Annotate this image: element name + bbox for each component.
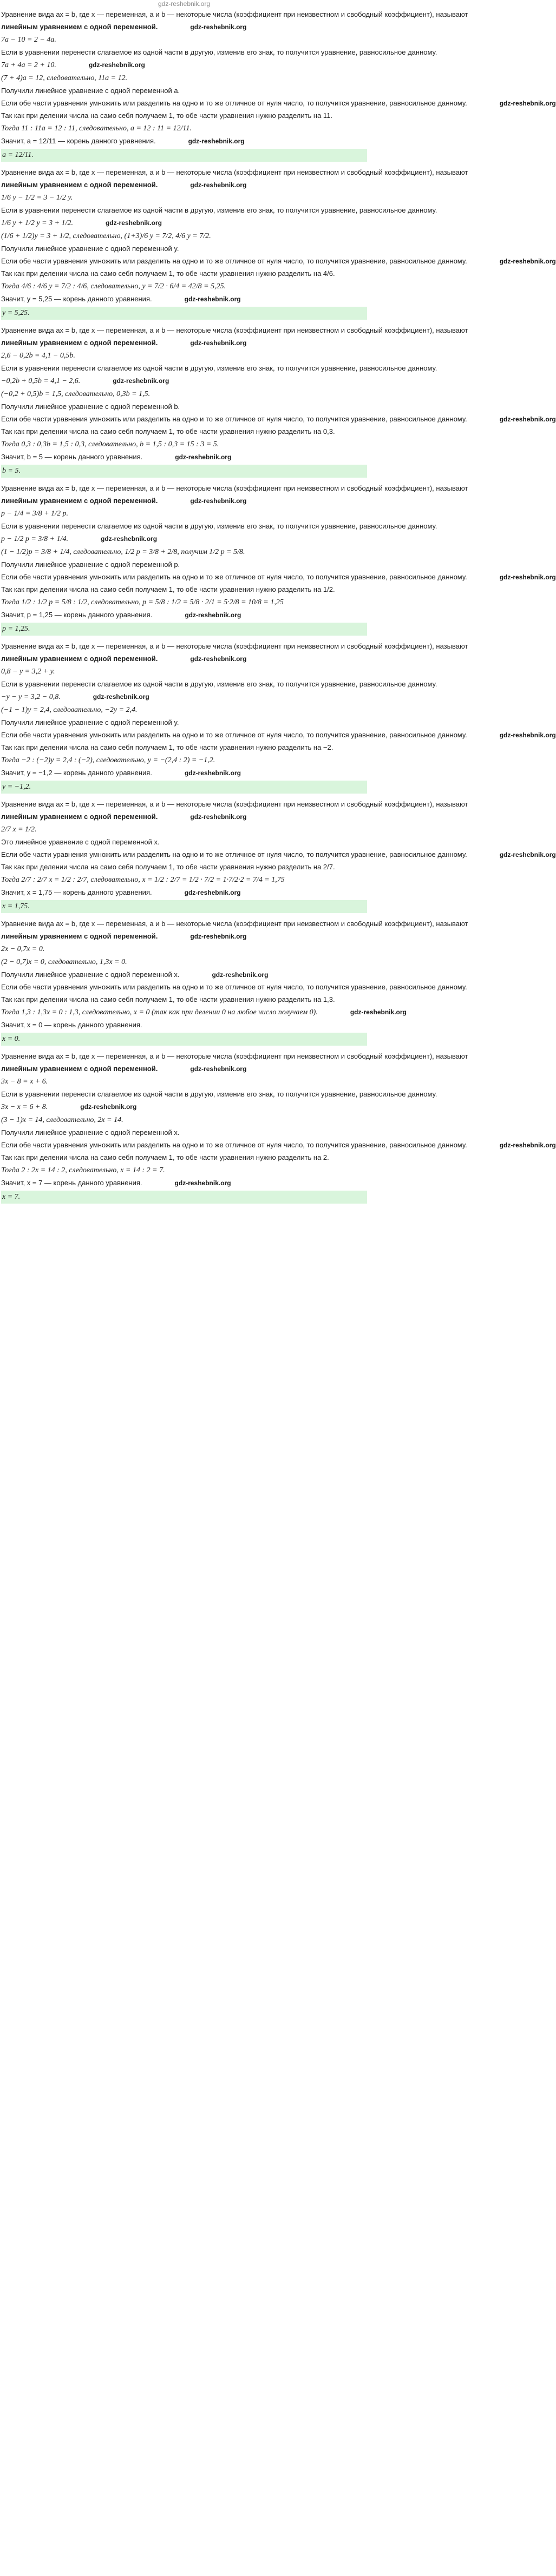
watermark: gdz-reshebnik.org — [93, 693, 149, 701]
text-line: Значит, x = 1,75 — корень данного уравнения. gdz-reshebnik.org — [1, 887, 367, 898]
text-line: Так как при делении числа на само себя получаем 1, то обе части уравнения нужно разделить на 11. — [1, 111, 333, 120]
watermark: gdz-reshebnik.org — [190, 1065, 247, 1073]
watermark: gdz-reshebnik.org — [190, 813, 247, 821]
watermark: gdz-reshebnik.org — [499, 851, 556, 858]
text-line: Уравнение вида ax = b, где x — переменная, a и b — некоторые числа (коэффициент при неизвестном и свободный коэффициент), называют — [1, 920, 468, 928]
solution-x2 — [0, 1051, 556, 1204]
math-line: Тогда 4/6 : 4/6 y = 7/2 : 4/6, следовательно, y = 7/2 · 6/4 = 42/8 = 5,25. — [1, 282, 226, 290]
watermark: gdz-reshebnik.org — [113, 377, 169, 385]
watermark: gdz-reshebnik.org — [101, 535, 158, 543]
site-header[interactable]: gdz-reshebnik.org — [158, 0, 211, 8]
watermark: gdz-reshebnik.org — [499, 415, 556, 423]
math-line: Тогда 2/7 : 2/7 x = 1/2 : 2/7, следовательно, x = 1/2 : 2/7 = 1/2 · 7/2 = 1·7/2·2 = 7/4 = 1,75 — [1, 876, 285, 884]
text-line: Если в уравнении перенести слагаемое из одной части в другую, изменив его знак, то получится уравнение, равносильное данному. — [1, 680, 437, 688]
text-line: Если обе части уравнения умножить или разделить на одно и то же отличное от нуля число, то получится уравнение, равносильное данному. gdz-reshebnik.org — [1, 572, 367, 583]
text-line: Это линейное уравнение с одной переменной x. — [1, 838, 160, 846]
text-line: Значит, a = 12/11 — корень данного уравнения. gdz-reshebnik.org — [1, 136, 367, 147]
text-line: Уравнение вида ax = b, где x — переменная, a и b — некоторые числа (коэффициент при неизвестном и свободный коэффициент), называют — [1, 168, 468, 176]
solution-p — [0, 483, 556, 636]
math-line: Тогда 1/2 : 1/2 p = 5/8 : 1/2, следовательно, p = 5/8 : 1/2 = 5/8 · 2/1 = 5·2/8 = 10/8 = 1,25 — [1, 598, 284, 606]
math-line: Тогда 2 : 2x = 14 : 2, следовательно, x = 14 : 2 = 7. — [1, 1166, 165, 1174]
math-line: 2x − 0,7x = 0. — [1, 945, 45, 953]
text-line: Получили линейное уравнение с одной переменной x. — [1, 1128, 180, 1137]
text-line: линейным уравнением с одной переменной. gdz-reshebnik.org — [1, 811, 367, 822]
math-line: −y − y = 3,2 − 0,8. gdz-reshebnik.org — [1, 691, 367, 703]
math-line: (1/6 + 1/2)y = 3 + 1/2, следовательно, (1+3)/6 y = 7/2, 4/6 y = 7/2. — [1, 232, 211, 240]
watermark: gdz-reshebnik.org — [174, 1179, 231, 1187]
text-line: Если в уравнении перенести слагаемое из одной части в другую, изменив его знак, то получится уравнение, равносильное данному. — [1, 522, 437, 530]
text-line: Так как при делении числа на само себя получаем 1, то обе части уравнения нужно разделить на 1/2. — [1, 585, 335, 593]
text-line: Уравнение вида ax = b, где x — переменная, a и b — некоторые числа (коэффициент при неизвестном и свободный коэффициент), называют — [1, 484, 468, 492]
text-line: Значит, x = 7 — корень данного уравнения. gdz-reshebnik.org — [1, 1178, 367, 1188]
text-line: Получили линейное уравнение с одной переменной y. — [1, 245, 179, 253]
text-line: Значит, y = 5,25 — корень данного уравнения. gdz-reshebnik.org — [1, 294, 367, 305]
solution-x1 — [0, 799, 556, 913]
watermark: gdz-reshebnik.org — [350, 1008, 407, 1016]
math-line: (−0,2 + 0,5)b = 1,5, следовательно, 0,3b = 1,5. — [1, 390, 151, 398]
math-line: Тогда −2 : (−2)y = 2,4 : (−2), следовательно, y = −(2,4 : 2) = −1,2. — [1, 756, 215, 764]
watermark: gdz-reshebnik.org — [499, 100, 556, 107]
text-line: Уравнение вида ax = b, где x — переменная, a и b — некоторые числа (коэффициент при неизвестном и свободный коэффициент), называют — [1, 800, 468, 808]
text-line: линейным уравнением с одной переменной. gdz-reshebnik.org — [1, 338, 367, 348]
answer-box: x = 7. — [1, 1191, 367, 1204]
solution-z — [0, 919, 468, 1046]
math-line: 1/6 y + 1/2 y = 3 + 1/2. gdz-reshebnik.org — [1, 217, 367, 229]
math-line: Тогда 0,3 : 0,3b = 1,5 : 0,3, следовательно, b = 1,5 : 0,3 = 15 : 3 = 5. — [1, 440, 219, 448]
text-line: линейным уравнением с одной переменной. gdz-reshebnik.org — [1, 653, 367, 664]
text-line: Так как при делении числа на само себя получаем 1, то обе части уравнения нужно разделить на −2. — [1, 743, 333, 751]
watermark: gdz-reshebnik.org — [190, 655, 247, 663]
text-line: Уравнение вида ax = b, где x — переменная, a и b — некоторые числа (коэффициент при неизвестном и свободный коэффициент), называют — [1, 642, 468, 650]
text-line: Значит, b = 5 — корень данного уравнения. gdz-reshebnik.org — [1, 452, 367, 463]
watermark: gdz-reshebnik.org — [499, 1141, 556, 1149]
watermark: gdz-reshebnik.org — [499, 257, 556, 265]
math-line: (2 − 0,7)x = 0, следовательно, 1,3x = 0. — [1, 958, 127, 966]
text-line: Получили линейное уравнение с одной переменной a. — [1, 87, 180, 95]
watermark: gdz-reshebnik.org — [185, 611, 241, 619]
text-line: Если в уравнении перенести слагаемое из одной части в другую, изменив его знак, то получится уравнение, равносильное данному. — [1, 48, 437, 56]
math-line: (1 − 1/2)p = 3/8 + 1/4, следовательно, 1/2 p = 3/8 + 2/8, получим 1/2 p = 5/8. — [1, 548, 245, 556]
watermark: gdz-reshebnik.org — [190, 339, 247, 347]
math-line: (7 + 4)a = 12, следовательно, 11a = 12. — [1, 74, 128, 82]
watermark: gdz-reshebnik.org — [190, 497, 247, 505]
text-line: Уравнение вида ax = b, где x — переменная, a и b — некоторые числа (коэффициент при неизвестном и свободный коэффициент), называют — [1, 10, 468, 18]
solution-a — [0, 9, 556, 162]
text-line: Значит, p = 1,25 — корень данного уравнения. gdz-reshebnik.org — [1, 610, 367, 620]
answer-box: x = 1,75. — [1, 900, 367, 913]
math-line: 7a − 10 = 2 − 4a. — [1, 36, 56, 44]
watermark: gdz-reshebnik.org — [190, 933, 247, 940]
text-line: Получили линейное уравнение с одной переменной b. — [1, 402, 180, 411]
text-line: Если обе части уравнения умножить или разделить на одно и то же отличное от нуля число, то получится уравнение, равносильное данному. gdz-reshebnik.org — [1, 1140, 367, 1151]
answer-box: p = 1,25. — [1, 623, 367, 636]
text-line: линейным уравнением с одной переменной. gdz-reshebnik.org — [1, 496, 367, 506]
watermark: gdz-reshebnik.org — [184, 889, 241, 896]
watermark: gdz-reshebnik.org — [190, 23, 247, 31]
watermark: gdz-reshebnik.org — [190, 181, 247, 189]
answer-box: b = 5. — [1, 465, 367, 478]
solutions-content — [0, 9, 556, 1204]
math-line: 1/6 y − 1/2 = 3 − 1/2 y. — [1, 194, 73, 202]
text-line: Уравнение вида ax = b, где x — переменная, a и b — некоторые числа (коэффициент при неизвестном и свободный коэффициент), называют — [1, 1052, 468, 1060]
watermark: gdz-reshebnik.org — [184, 295, 241, 303]
math-line: p − 1/4 = 3/8 + 1/2 p. — [1, 510, 69, 518]
math-line: 2,6 − 0,2b = 4,1 − 0,5b. — [1, 352, 75, 360]
text-line: Получили линейное уравнение с одной переменной p. — [1, 560, 180, 569]
text-line: линейным уравнением с одной переменной. gdz-reshebnik.org — [1, 1064, 367, 1074]
solution-y1 — [0, 167, 556, 320]
watermark: gdz-reshebnik.org — [184, 769, 241, 777]
watermark: gdz-reshebnik.org — [499, 731, 556, 739]
math-line: Тогда 1,3 : 1,3x = 0 : 1,3, следовательно, x = 0 (так как при делении 0 на любое число получаем 0). gdz-reshebnik.org — [1, 1007, 367, 1018]
watermark: gdz-reshebnik.org — [105, 219, 162, 227]
text-line: Если обе части уравнения умножить или разделить на одно и то же отличное от нуля число, то получится уравнение, равносильное данному. — [1, 983, 467, 991]
text-line: Значит, y = −1,2 — корень данного уравнения. gdz-reshebnik.org — [1, 768, 367, 778]
text-line: Если в уравнении перенести слагаемое из одной части в другую, изменив его знак, то получится уравнение, равносильное данному. — [1, 364, 437, 372]
solution-b — [0, 325, 556, 478]
answer-box: y = 5,25. — [1, 307, 367, 320]
math-line: Тогда 11 : 11a = 12 : 11, следовательно, a = 12 : 11 = 12/11. — [1, 124, 192, 133]
text-line: Так как при делении числа на само себя получаем 1, то обе части уравнения нужно разделить на 2/7. — [1, 863, 335, 871]
text-line: Значит, x = 0 — корень данного уравнения. — [1, 1021, 142, 1029]
text-line: Так как при делении числа на само себя получаем 1, то обе части уравнения нужно разделить на 4/6. — [1, 269, 335, 278]
solution-y2 — [0, 641, 556, 794]
text-line: Так как при делении числа на само себя получаем 1, то обе части уравнения нужно разделить на 0,3. — [1, 427, 335, 435]
math-line: (−1 − 1)y = 2,4, следовательно, −2y = 2,4. — [1, 706, 138, 714]
text-line: Уравнение вида ax = b, где x — переменная, a и b — некоторые числа (коэффициент при неизвестном и свободный коэффициент), называют — [1, 326, 468, 334]
math-line: p − 1/2 p = 3/8 + 1/4. gdz-reshebnik.org — [1, 533, 367, 545]
text-line: Если обе части уравнения умножить или разделить на одно и то же отличное от нуля число, то получится уравнение, равносильное данному. gdz-reshebnik.org — [1, 256, 367, 267]
math-line: 3x − 8 = x + 6. — [1, 1078, 48, 1086]
math-line: −0,2b + 0,5b = 4,1 − 2,6. gdz-reshebnik.org — [1, 375, 367, 387]
text-line: линейным уравнением с одной переменной. gdz-reshebnik.org — [1, 180, 367, 190]
text-line: Получили линейное уравнение с одной переменной x. gdz-reshebnik.org — [1, 969, 367, 980]
text-line: Если обе части уравнения умножить или разделить на одно и то же отличное от нуля число, то получится уравнение, равносильное данному. gdz-reshebnik.org — [1, 849, 367, 860]
answer-box: x = 0. — [1, 1033, 367, 1046]
math-line: 2/7 x = 1/2. — [1, 825, 37, 834]
watermark: gdz-reshebnik.org — [88, 61, 145, 69]
watermark: gdz-reshebnik.org — [175, 453, 232, 461]
text-line: Если в уравнении перенести слагаемое из одной части в другую, изменив его знак, то получится уравнение, равносильное данному. — [1, 1090, 437, 1098]
text-line: Если в уравнении перенести слагаемое из одной части в другую, изменив его знак, то получится уравнение, равносильное данному. — [1, 206, 437, 214]
text-line: линейным уравнением с одной переменной. gdz-reshebnik.org — [1, 22, 367, 32]
math-line: 7a + 4a = 2 + 10. gdz-reshebnik.org — [1, 60, 367, 71]
answer-box: a = 12/11. — [1, 149, 367, 162]
text-line: Если обе части уравнения умножить или разделить на одно и то же отличное от нуля число, то получится уравнение, равносильное данному. gdz-reshebnik.org — [1, 98, 367, 109]
watermark: gdz-reshebnik.org — [188, 137, 245, 145]
answer-box: y = −1,2. — [1, 781, 367, 794]
watermark: gdz-reshebnik.org — [80, 1103, 137, 1111]
text-line: Если обе части уравнения умножить или разделить на одно и то же отличное от нуля число, то получится уравнение, равносильное данному. gdz-reshebnik.org — [1, 730, 367, 741]
math-line: 3x − x = 6 + 8. gdz-reshebnik.org — [1, 1101, 367, 1113]
math-line: 0,8 − y = 3,2 + y. — [1, 668, 55, 676]
watermark: gdz-reshebnik.org — [212, 971, 269, 979]
text-line: Так как при делении числа на само себя получаем 1, то обе части уравнения нужно разделить на 1,3. — [1, 995, 335, 1003]
math-line: (3 − 1)x = 14, следовательно, 2x = 14. — [1, 1116, 123, 1124]
text-line: линейным уравнением с одной переменной. gdz-reshebnik.org — [1, 931, 367, 942]
text-line: Так как при делении числа на само себя получаем 1, то обе части уравнения нужно разделить на 2. — [1, 1153, 329, 1161]
watermark: gdz-reshebnik.org — [499, 573, 556, 581]
text-line: Получили линейное уравнение с одной переменной y. — [1, 718, 179, 726]
text-line: Если обе части уравнения умножить или разделить на одно и то же отличное от нуля число, то получится уравнение, равносильное данному. gdz-reshebnik.org — [1, 414, 367, 425]
